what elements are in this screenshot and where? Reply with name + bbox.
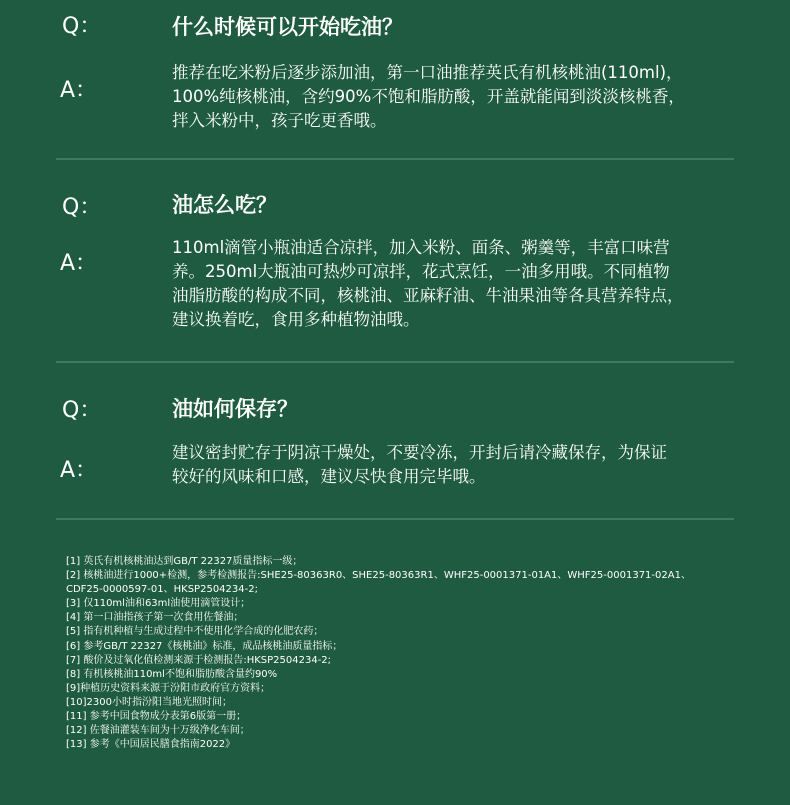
question-3: 油如何保存？ bbox=[172, 397, 298, 421]
answer-3 bbox=[172, 441, 744, 489]
footnote: [9]种植历史资料来源于汾阳市政府官方资料； bbox=[66, 682, 271, 694]
answer-line: 建议密封贮存于阴凉干燥处，不要冷冻，开封后请冷藏保存，为保证 bbox=[172, 443, 667, 462]
footnotes bbox=[66, 555, 736, 752]
footnote: [6] 参考GB/T 22327《核桃油》标准，成品核桃油质量指标； bbox=[66, 640, 343, 652]
footnote: [7] 酸价及过氧化值检测来源于检测报告:HKSP2504234-2; bbox=[66, 654, 332, 666]
answer-line: 油脂肪酸的构成不同，核桃油、亚麻籽油、牛油果油等各具营养特点， bbox=[172, 286, 684, 305]
footnote: [11] 参考中国食物成分表第6版第一册； bbox=[66, 711, 247, 723]
answer-1 bbox=[172, 61, 744, 133]
footnote: [12] 佐餐油灌装车间为十万级净化车间； bbox=[66, 725, 250, 737]
divider bbox=[56, 518, 734, 520]
answer-line: 拌入米粉中，孩子吃更香哦。 bbox=[172, 111, 387, 130]
q-label: Q： bbox=[62, 195, 102, 220]
answer-2 bbox=[172, 236, 744, 332]
divider bbox=[56, 158, 734, 160]
footnote: [8] 有机核桃油110ml不饱和脂肪酸含量约90% bbox=[66, 668, 278, 680]
footnote: [5] 指有机种植与生成过程中不使用化学合成的化肥农药； bbox=[66, 626, 324, 638]
footnote: [13] 参考《中国居民膳食指南2022》 bbox=[66, 739, 236, 751]
footnote: [1] 英氏有机核桃油达到GB/T 22327质量指标一级； bbox=[66, 556, 303, 567]
answer-line: 养。250ml大瓶油可热炒可凉拌，花式烹饪，一油多用哦。不同植物 bbox=[172, 262, 670, 281]
footnote: [3] 仅110ml油和63ml油使用滴管设计； bbox=[66, 598, 251, 610]
answer-line: 建议换着吃，食用多种植物油哦。 bbox=[172, 310, 420, 329]
a-label: A： bbox=[60, 251, 98, 276]
answer-line: 100%纯核桃油，含约90%不饱和脂肪酸，开盖就能闻到淡淡核桃香， bbox=[172, 87, 685, 106]
answer-line: 110ml滴管小瓶油适合凉拌，加入米粉、面条、粥羹等，丰富口味营 bbox=[172, 238, 670, 257]
question-1: 什么时候可以开始吃油？ bbox=[172, 15, 403, 39]
answer-line: 较好的风味和口感，建议尽快食用完毕哦。 bbox=[172, 467, 486, 486]
a-label: A： bbox=[60, 458, 98, 483]
footnote: [10]2300小时指汾阳当地光照时间； bbox=[66, 696, 232, 708]
a-label: A： bbox=[60, 78, 98, 103]
footnote: [2] 核桃油进行1000+检测，参考检测报告:SHE25-80363R0、SHE25-80363R1、WHF25-0001371-01A1、WHF25-0001371-02A1、 bbox=[66, 570, 691, 582]
q-label: Q： bbox=[62, 398, 102, 423]
question-2: 油怎么吃？ bbox=[172, 193, 277, 217]
q-label: Q： bbox=[62, 14, 102, 39]
footnote: [4] 第一口油指孩子第一次食用佐餐油； bbox=[66, 612, 244, 624]
answer-line: 推荐在吃米粉后逐步添加油，第一口油推荐英氏有机核桃油(110ml)， bbox=[172, 63, 683, 82]
divider bbox=[56, 361, 734, 363]
footnote: CDF25-0000597-01、HKSP2504234-2; bbox=[66, 584, 258, 596]
